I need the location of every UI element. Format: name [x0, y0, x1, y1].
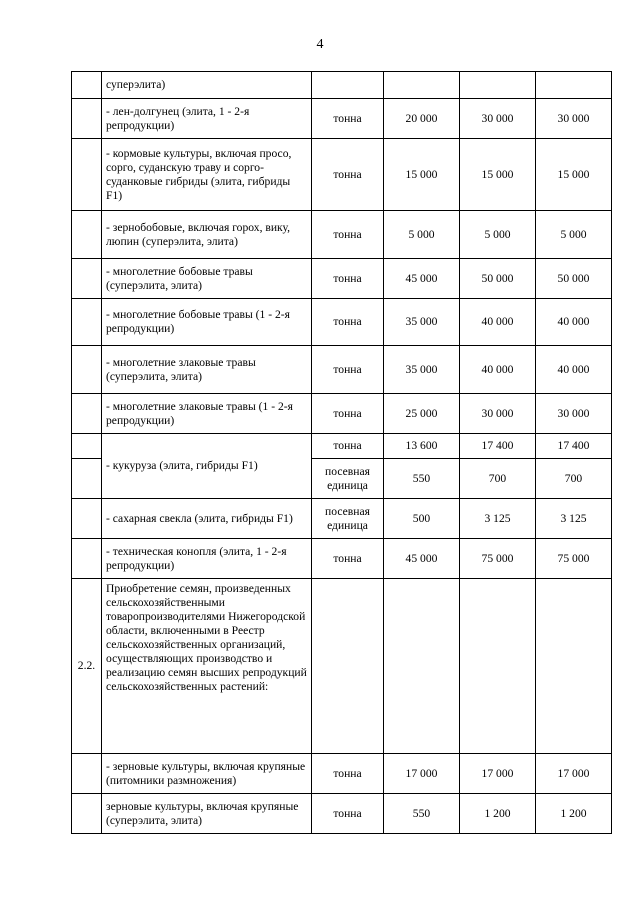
row-value-2: 15 000 [460, 139, 536, 211]
row-value-1: 550 [384, 794, 460, 834]
row-value-1: 25 000 [384, 394, 460, 434]
row-value-1: 13 600 [384, 434, 460, 459]
row-value-3 [536, 579, 612, 754]
table-row [72, 794, 612, 834]
row-value-3: 15 000 [536, 139, 612, 211]
row-value-3: 700 [536, 459, 612, 499]
row-value-1: 17 000 [384, 754, 460, 794]
table-row [72, 72, 612, 99]
row-index [72, 434, 102, 459]
row-unit: тонна [312, 346, 384, 394]
row-unit: тонна [312, 259, 384, 299]
page-number: 4 [316, 37, 324, 52]
row-value-3: 3 125 [536, 499, 612, 539]
row-value-1: 20 000 [384, 99, 460, 139]
row-value-2: 17 400 [460, 434, 536, 459]
row-value-3: 75 000 [536, 539, 612, 579]
row-unit: посевная единица [312, 459, 384, 499]
row-value-2: 30 000 [460, 394, 536, 434]
row-description: - техническая конопля (элита, 1 - 2-я репродукции) [102, 539, 312, 579]
row-value-3: 17 000 [536, 754, 612, 794]
row-unit: тонна [312, 394, 384, 434]
row-unit: тонна [312, 434, 384, 459]
row-unit [312, 72, 384, 99]
row-value-2: 50 000 [460, 259, 536, 299]
table-row [72, 211, 612, 259]
row-value-2 [460, 72, 536, 99]
row-value-1: 5 000 [384, 211, 460, 259]
row-index [72, 211, 102, 259]
row-value-3: 5 000 [536, 211, 612, 259]
row-unit: тонна [312, 794, 384, 834]
row-value-2: 30 000 [460, 99, 536, 139]
row-value-3: 40 000 [536, 346, 612, 394]
row-value-3: 17 400 [536, 434, 612, 459]
row-value-1: 35 000 [384, 299, 460, 346]
table-row [72, 579, 612, 754]
row-index [72, 394, 102, 434]
row-unit: тонна [312, 754, 384, 794]
row-unit: тонна [312, 211, 384, 259]
row-index [72, 754, 102, 794]
row-description: зерновые культуры, включая крупяные (суперэлита, элита) [102, 794, 312, 834]
row-description: - многолетние бобовые травы (1 - 2-я репродукции) [102, 299, 312, 346]
row-value-2: 1 200 [460, 794, 536, 834]
table-row [72, 539, 612, 579]
row-index [72, 259, 102, 299]
row-description: - зернобобовые, включая горох, вику, люпин (суперэлита, элита) [102, 211, 312, 259]
row-description: - кукуруза (элита, гибриды F1) [102, 434, 312, 499]
row-value-1: 550 [384, 459, 460, 499]
row-description: - лен-долгунец (элита, 1 - 2-я репродукции) [102, 99, 312, 139]
row-unit: тонна [312, 139, 384, 211]
row-value-2 [460, 579, 536, 754]
table-row [72, 299, 612, 346]
row-description: - сахарная свекла (элита, гибриды F1) [102, 499, 312, 539]
row-value-1 [384, 72, 460, 99]
row-value-3: 30 000 [536, 99, 612, 139]
seed-acquisition-table [71, 71, 612, 834]
row-value-3: 30 000 [536, 394, 612, 434]
row-value-1: 35 000 [384, 346, 460, 394]
row-index [72, 346, 102, 394]
row-description: - многолетние злаковые травы (суперэлита, элита) [102, 346, 312, 394]
row-value-3: 1 200 [536, 794, 612, 834]
table-row [72, 139, 612, 211]
row-index [72, 794, 102, 834]
row-value-2: 75 000 [460, 539, 536, 579]
table-row [72, 754, 612, 794]
row-description: - кормовые культуры, включая просо, сорго, суданскую траву и сорго-суданковые гибриды (элита, гибриды F1) [102, 139, 312, 211]
row-unit: тонна [312, 299, 384, 346]
row-value-1: 15 000 [384, 139, 460, 211]
row-unit: тонна [312, 539, 384, 579]
row-description: - многолетние бобовые травы (суперэлита, элита) [102, 259, 312, 299]
row-unit [312, 579, 384, 754]
row-unit: тонна [312, 99, 384, 139]
row-index [72, 539, 102, 579]
row-value-2: 5 000 [460, 211, 536, 259]
row-value-1: 500 [384, 499, 460, 539]
row-unit: посевная единица [312, 499, 384, 539]
row-value-3 [536, 72, 612, 99]
row-value-2: 17 000 [460, 754, 536, 794]
row-value-3: 40 000 [536, 299, 612, 346]
row-index [72, 299, 102, 346]
row-description: - зерновые культуры, включая крупяные (питомники размножения) [102, 754, 312, 794]
row-value-1 [384, 579, 460, 754]
table-row [72, 99, 612, 139]
row-description: - многолетние злаковые травы (1 - 2-я репродукции) [102, 394, 312, 434]
table-row [72, 394, 612, 434]
row-value-3: 50 000 [536, 259, 612, 299]
table-row [72, 499, 612, 539]
row-value-2: 3 125 [460, 499, 536, 539]
table-row [72, 434, 612, 459]
row-index [72, 459, 102, 499]
table-row [72, 346, 612, 394]
row-index [72, 499, 102, 539]
row-value-1: 45 000 [384, 539, 460, 579]
section-heading: Приобретение семян, произведенных сельскохозяйственными товаропроизводителями Нижегородской области, включенными в Реестр сельскохозяйственных организаций, осуществляющих производство и реализацию семян высших репродукций сельскохозяйственных растений: [102, 579, 312, 754]
table-row [72, 259, 612, 299]
row-description: суперэлита) [102, 72, 312, 99]
row-index [72, 72, 102, 99]
row-index [72, 139, 102, 211]
row-value-2: 40 000 [460, 346, 536, 394]
row-value-2: 40 000 [460, 299, 536, 346]
row-index [72, 99, 102, 139]
row-value-2: 700 [460, 459, 536, 499]
row-value-1: 45 000 [384, 259, 460, 299]
section-number: 2.2. [72, 579, 102, 754]
